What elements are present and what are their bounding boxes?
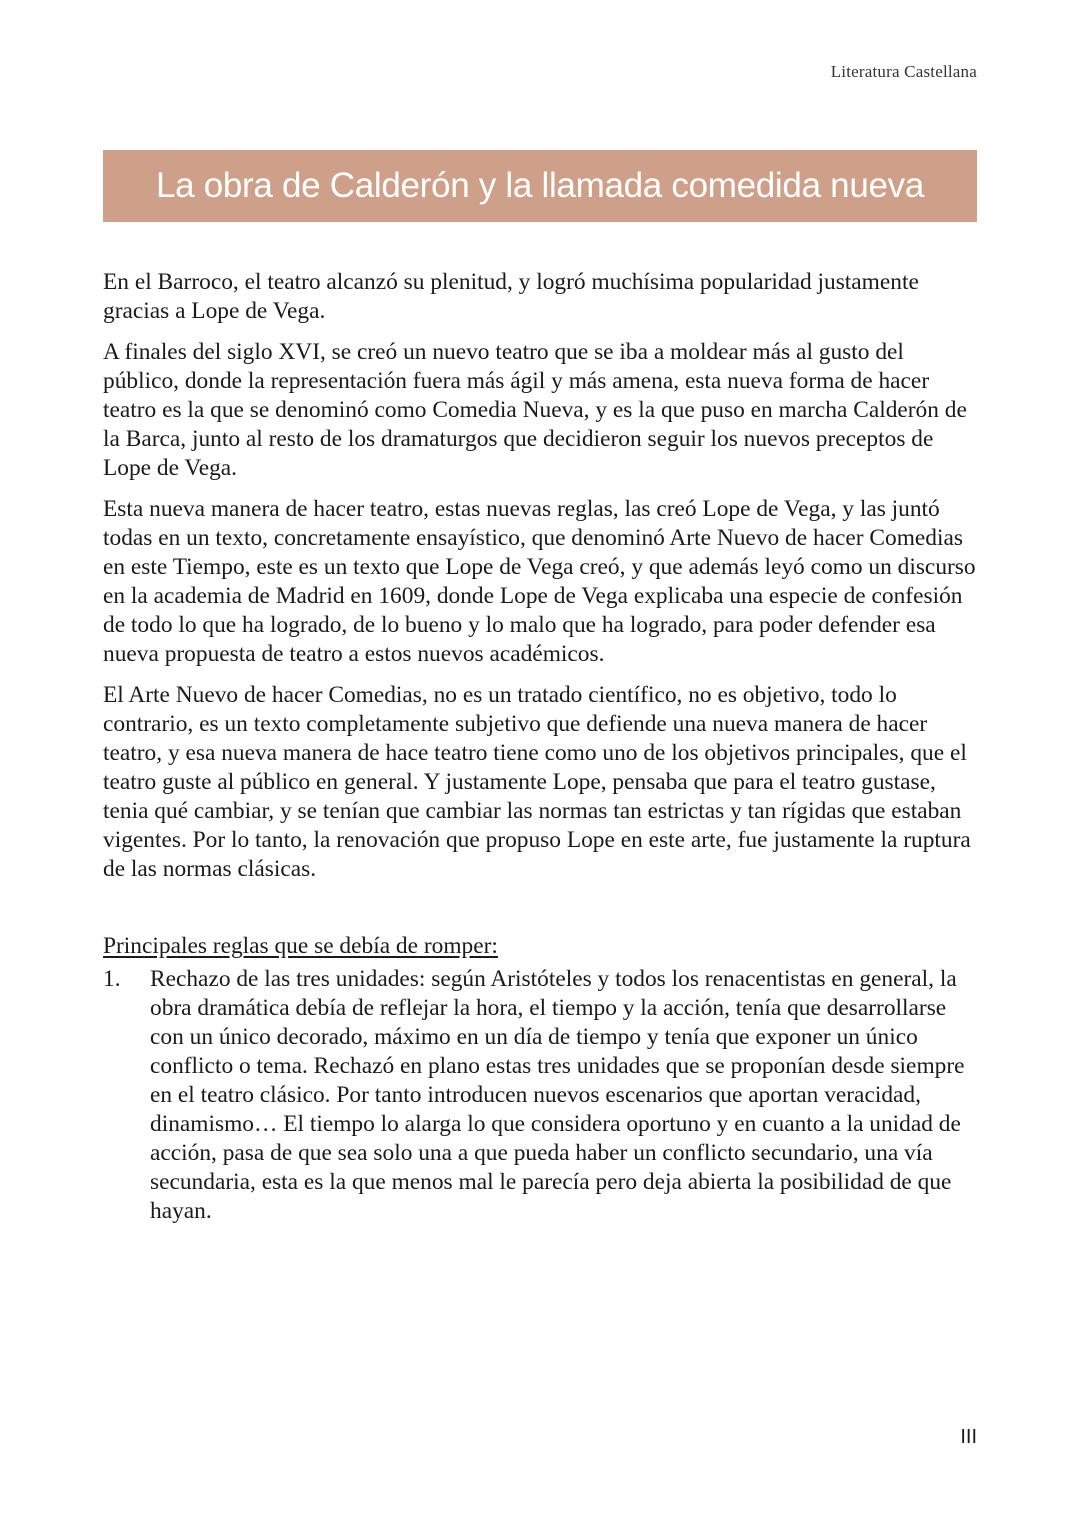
rule-item-1 bbox=[103, 965, 979, 1226]
document-body bbox=[103, 268, 979, 1226]
running-header: Literatura Castellana bbox=[830, 62, 977, 81]
page-title: La obra de Calderón y la llamada comedida nueva bbox=[155, 166, 925, 205]
paragraph-4: El Arte Nuevo de hacer Comedias, no es un tratado científico, no es objetivo, todo lo contrario, es un texto completamente subjetivo que defiende una nueva manera de hacer teatro, y esa nueva manera de hace teatro tiene como uno de los objetivos principales, que el teatro guste al público en general. Y justamente Lope, pensaba que para el teatro gustase, tenia qué cambiar, y se tenían que cambiar las normas tan estrictas y tan rígidas que estaban vigentes. Por lo tanto, la renovación que propuso Lope en este arte, fue justamente la ruptura de las normas clásicas. bbox=[103, 682, 971, 882]
paragraph-1: En el Barroco, el teatro alcanzó su plenitud, y logró muchísima popularidad justamente gracias a Lope de Vega. bbox=[103, 269, 919, 324]
paragraph-3: Esta nueva manera de hacer teatro, estas nuevas reglas, las creó Lope de Vega, y las juntó todas en un texto, concretamente ensayístico, que denominó Arte Nuevo de hacer Comedias en este Tiempo, este es un texto que Lope de Vega creó, y que además leyó como un discurso en la academia de Madrid en 1609, donde Lope de Vega explicaba una especie de confesión de todo lo que ha logrado, de lo bueno y lo malo que ha logrado, para poder defender esa nueva propuesta de teatro a estos nuevos académicos. bbox=[103, 496, 976, 667]
page-number: III bbox=[960, 1426, 977, 1448]
rule-number: 1. bbox=[103, 966, 121, 992]
rules-heading: Principales reglas que se debía de romper: bbox=[103, 933, 498, 959]
paragraph-2: A finales del siglo XVI, se creó un nuevo teatro que se iba a moldear más al gusto del público, donde la representación fuera más ágil y más amena, esta nueva forma de hacer teatro es la que se denominó como Comedia Nueva, y es la que puso en marcha Calderón de la Barca, junto al resto de los dramaturgos que decidieron seguir los nuevos preceptos de Lope de Vega. bbox=[103, 339, 967, 481]
title-banner bbox=[103, 150, 977, 222]
rule-text: Rechazo de las tres unidades: según Aristóteles y todos los renacentistas en general, la obra dramática debía de reflejar la hora, el tiempo y la acción, tenía que desarrollarse con un único decorado, máximo en un día de tiempo y tenía que exponer un único conflicto o tema. Rechazó en plano estas tres unidades que se proponían desde siempre en el teatro clásico. Por tanto introducen nuevos escenarios que aportan veracidad, dinamismo… El tiempo lo alarga lo que considera oportuno y en cuanto a la unidad de acción, pasa de que sea solo una a que pueda haber un conflicto secundario, una vía secundaria, esta es la que menos mal le parecía pero deja abierta la posibilidad de que hayan. bbox=[150, 966, 965, 1224]
